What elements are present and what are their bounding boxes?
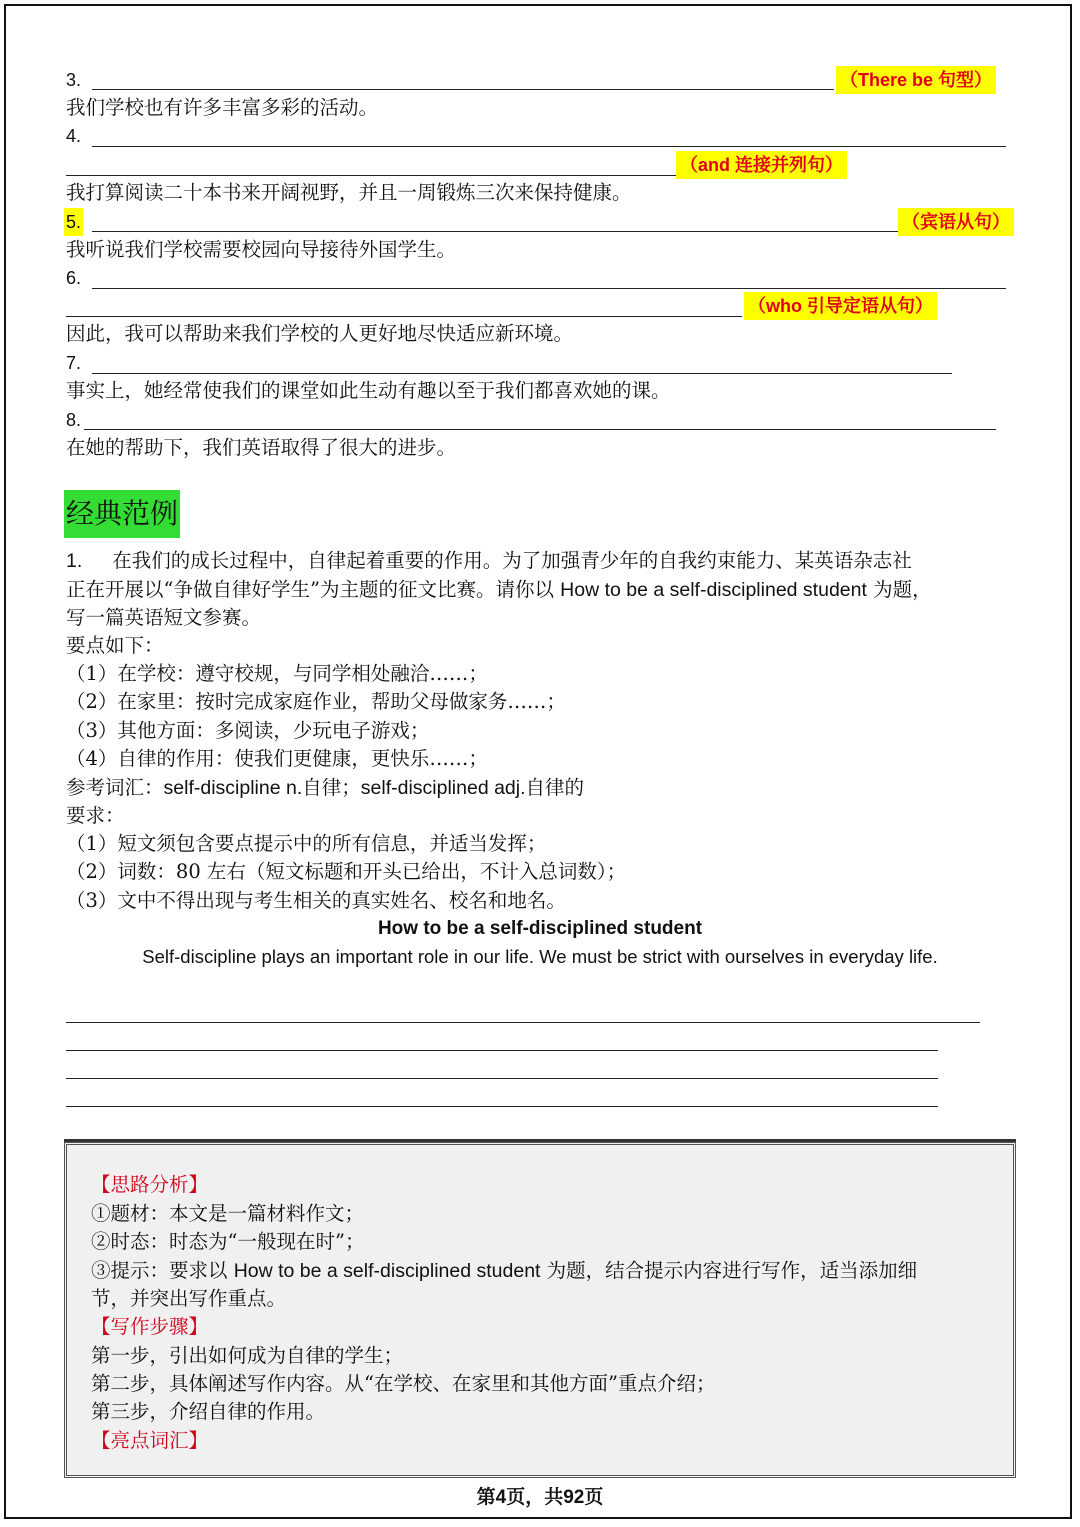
- analysis-box: [64, 1142, 1016, 1478]
- essay-title: How to be a self-disciplined student: [377, 918, 703, 939]
- answer-line[interactable]: [84, 429, 996, 430]
- exercise-hint: （宾语从句）: [898, 208, 1014, 236]
- writing-line[interactable]: [66, 1106, 938, 1107]
- analysis-line: ③提示：要求以 How to be a self-disciplined student 为题，结合提示内容进行写作，适当添加细: [91, 1259, 918, 1282]
- exercise-chinese: 因此，我可以帮助来我们学校的人更好地尽快适应新环境。: [66, 322, 574, 345]
- exercise-number: 6.: [66, 268, 82, 288]
- task-line: 1. 在我们的成长过程中，自律起着重要的作用。为了加强青少年的自我约束能力、某英语杂志社: [66, 549, 912, 572]
- analysis-heading: 【亮点词汇】: [91, 1429, 209, 1452]
- exercise-number: 4.: [66, 126, 82, 146]
- point-item: （1）在学校：遵守校规，与同学相处融洽……；: [66, 662, 488, 685]
- analysis-line: 第一步，引出如何成为自律的学生；: [91, 1344, 404, 1367]
- exercise-chinese: 事实上，她经常使我们的课堂如此生动有趣以至于我们都喜欢她的课。: [66, 379, 671, 402]
- exercise-number: 8.: [66, 410, 82, 430]
- point-item: （3）其他方面：多阅读，少玩电子游戏；: [66, 719, 430, 742]
- answer-line[interactable]: [92, 231, 898, 232]
- exercise-chinese: 在她的帮助下，我们英语取得了很大的进步。: [66, 436, 457, 459]
- answer-line[interactable]: [92, 373, 952, 374]
- exercise-number: 3.: [66, 70, 82, 90]
- answer-line[interactable]: [66, 175, 676, 176]
- points-label: 要点如下：: [66, 634, 164, 657]
- analysis-line: 第二步，具体阐述写作内容。从“在学校、在家里和其他方面”重点介绍；: [91, 1372, 716, 1395]
- point-item: （4）自律的作用：使我们更健康，更快乐……；: [66, 747, 488, 770]
- answer-line[interactable]: [92, 89, 834, 90]
- page-number: 第4页，共92页: [476, 1487, 604, 1508]
- analysis-heading: 【思路分析】: [91, 1173, 209, 1196]
- exercise-chinese: 我听说我们学校需要校园向导接待外国学生。: [66, 238, 457, 261]
- writing-line[interactable]: [66, 1078, 938, 1079]
- analysis-line: ②时态：时态为“一般现在时”；: [91, 1230, 365, 1253]
- answer-line[interactable]: [92, 288, 1006, 289]
- exercise-number: 7.: [66, 353, 82, 373]
- exercise-hint: （who 引导定语从句）: [744, 292, 937, 320]
- point-item: （2）在家里：按时完成家庭作业，帮助父母做家务……；: [66, 690, 566, 713]
- exercise-number: 5.: [64, 208, 83, 236]
- essay-opening: Self-discipline plays an important role in our life. We must be strict with ourselves in everyday life.: [142, 946, 938, 967]
- exercise-chinese: 我打算阅读二十本书来开阔视野，并且一周锻炼三次来保持健康。: [66, 181, 632, 204]
- writing-line[interactable]: [66, 1050, 938, 1051]
- analysis-heading: 【写作步骤】: [91, 1315, 209, 1338]
- requirements-label: 要求：: [66, 804, 125, 827]
- writing-line[interactable]: [66, 1022, 980, 1023]
- requirement-item: （1）短文须包含要点提示中的所有信息，并适当发挥；: [66, 832, 547, 855]
- section-title: 经典范例: [64, 490, 180, 538]
- task-line: 写一篇英语短文参赛。: [66, 606, 262, 629]
- answer-line[interactable]: [92, 146, 1006, 147]
- analysis-line: ①题材：本文是一篇材料作文；: [91, 1202, 365, 1225]
- exercise-hint: （There be 句型）: [836, 66, 996, 94]
- requirement-item: （2）词数：80 左右（短文标题和开头已给出，不计入总词数）；: [66, 860, 627, 883]
- answer-line[interactable]: [66, 316, 742, 317]
- analysis-line: 第三步，介绍自律的作用。: [91, 1400, 326, 1423]
- requirement-item: （3）文中不得出现与考生相关的真实姓名、校名和地名。: [66, 889, 566, 912]
- analysis-line: 节，并突出写作重点。: [91, 1287, 287, 1310]
- exercise-chinese: 我们学校也有许多丰富多彩的活动。: [66, 96, 379, 119]
- task-line: 正在开展以“争做自律好学生”为主题的征文比赛。请你以 How to be a self-disciplined student 为题，: [66, 578, 932, 601]
- vocab-line: 参考词汇：self-discipline n.自律；self-disciplined adj.自律的: [66, 776, 585, 799]
- exercise-hint: （and 连接并列句）: [676, 151, 847, 179]
